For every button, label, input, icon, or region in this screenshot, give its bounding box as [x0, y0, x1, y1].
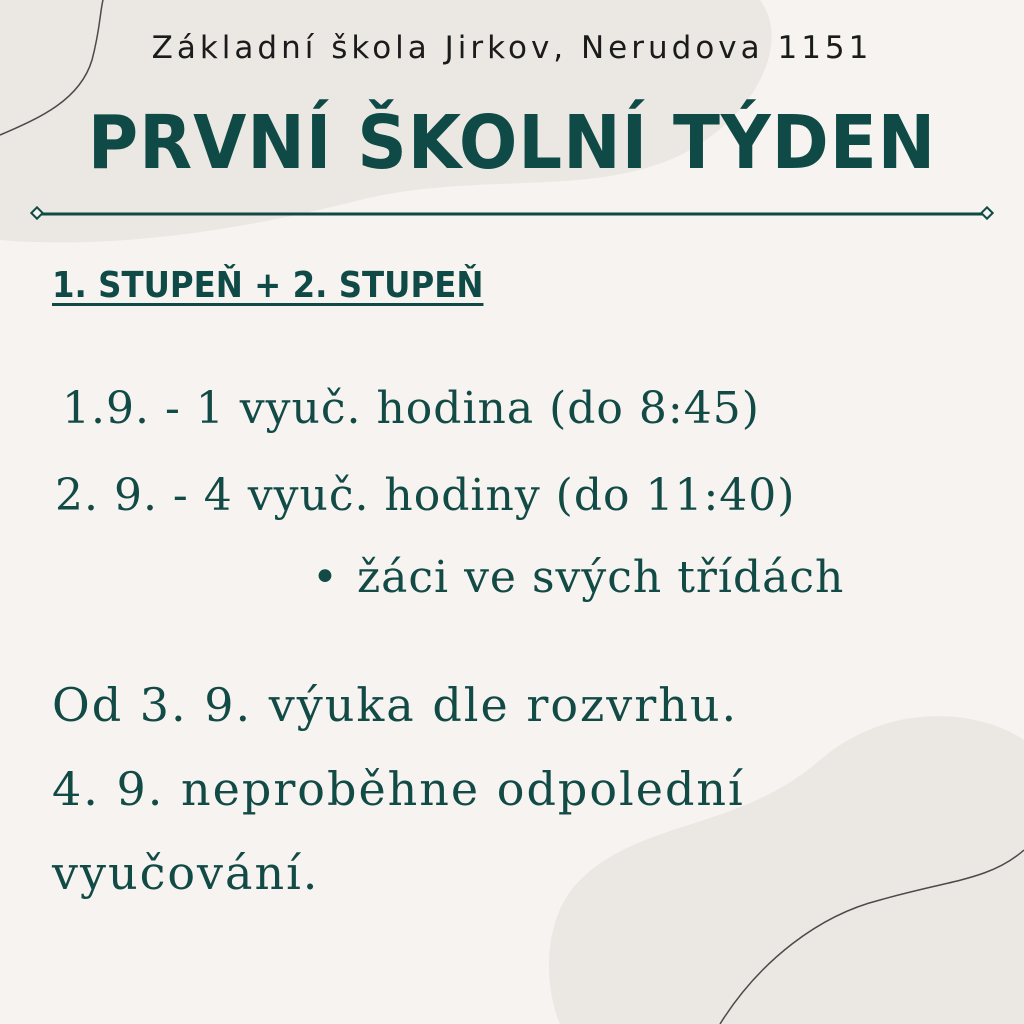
note-line-3: vyučování. — [52, 846, 320, 900]
note-line-1: Od 3. 9. výuka dle rozvrhu. — [52, 678, 739, 732]
divider-right-diamond — [981, 207, 992, 218]
section-heading: 1. STUPEŇ + 2. STUPEŇ — [52, 265, 484, 306]
divider — [30, 206, 994, 222]
school-name: Základní škola Jirkov, Nerudova 1151 — [151, 30, 873, 66]
schedule-bullet-item — [312, 552, 844, 603]
schedule-line-day2: 2. 9. - 4 vyuč. hodiny (do 11:40) — [55, 470, 796, 521]
note-line-2: 4. 9. neproběhne odpolední — [52, 762, 745, 816]
schedule-line-day1: 1.9. - 1 vyuč. hodina (do 8:45) — [62, 383, 760, 434]
page-title: PRVNÍ ŠKOLNÍ TÝDEN — [87, 100, 937, 186]
divider-left-diamond — [31, 207, 42, 218]
bullet-text: žáci ve svých třídách — [356, 552, 845, 603]
bullet-icon: • — [312, 552, 339, 603]
